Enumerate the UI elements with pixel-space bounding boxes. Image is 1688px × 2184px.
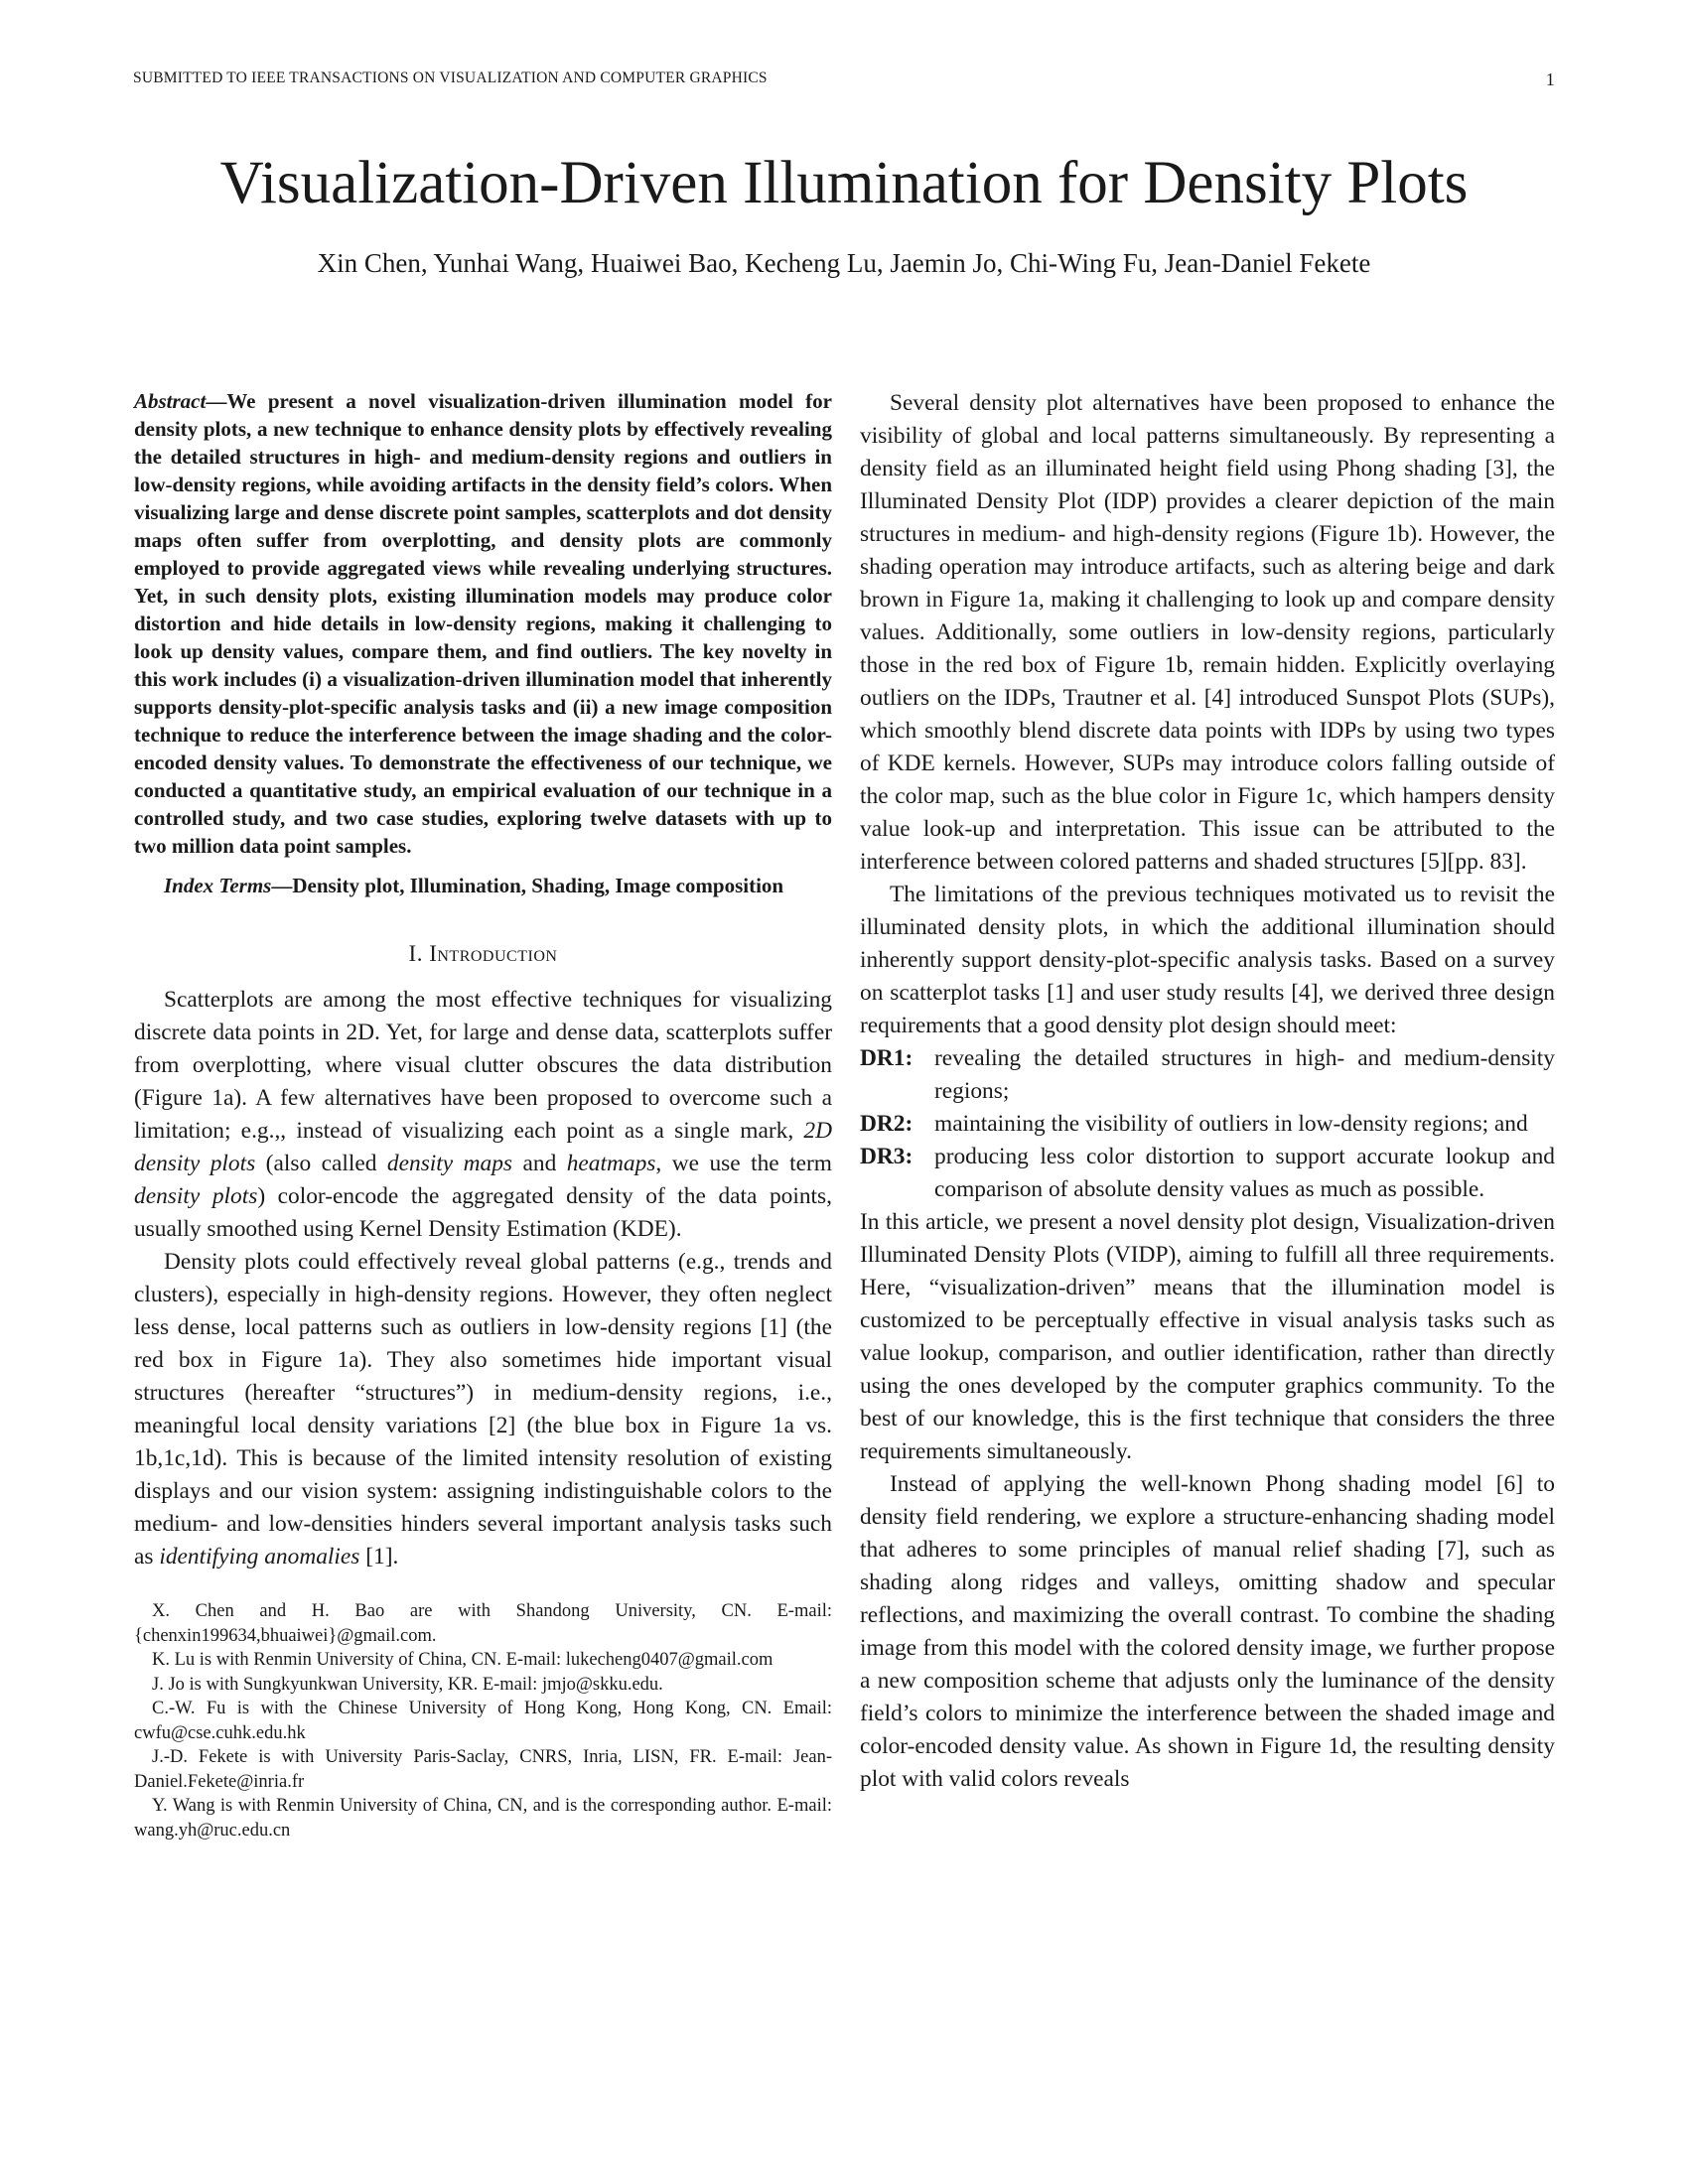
index-terms-text: —Density plot, Illumination, Shading, Image composition xyxy=(271,874,784,897)
author-footnotes xyxy=(134,1599,832,1843)
requirement-text: revealing the detailed structures in high- and medium-density regions; xyxy=(934,1045,1555,1104)
footnote: K. Lu is with Renmin University of China, CN. E-mail: lukecheng0407@gmail.com xyxy=(152,1650,774,1670)
footnote: J. Jo is with Sungkyunkwan University, KR. E-mail: jmjo@skku.edu. xyxy=(152,1674,663,1695)
page-number: 1 xyxy=(1545,69,1555,89)
emphasis: density plots xyxy=(134,1183,258,1209)
requirement-dr2 xyxy=(860,1108,1555,1141)
text-run: Density plots could effectively reveal global patterns (e.g., trends and clusters), especially in high-density regions. However, they often neglect less dense, local patterns such as outliers in low-density regions [1] (the red box in Figure 1a). They also sometimes hide important visual structures (hereafter “structures”) in medium-density regions, i.e., meaningful local density variations [2] (the blue box in Figure 1a vs. 1b,1c,1d). This is because of the limited intensity resolution of existing displays and our vision system: assigning indistinguishable colors to the medium- and low-densities hinders several important analysis tasks such as xyxy=(134,1249,832,1570)
text-run: and xyxy=(512,1151,567,1176)
footnote: Y. Wang is with Renmin University of China, CN, and is the corresponding author. E-mail: wang.yh@ruc.edu.cn xyxy=(134,1796,832,1841)
requirement-label: DR2: xyxy=(860,1111,914,1137)
abstract-lead: Abstract xyxy=(134,389,207,413)
abstract xyxy=(134,387,832,860)
text-run: [1]. xyxy=(359,1544,399,1570)
intro-paragraph-1 xyxy=(134,984,832,1246)
emphasis: heatmaps xyxy=(566,1151,656,1176)
section-heading-introduction xyxy=(134,937,832,970)
emphasis: identifying anomalies xyxy=(159,1544,360,1570)
requirement-label: DR3: xyxy=(860,1144,914,1169)
requirement-dr3 xyxy=(860,1141,1555,1206)
left-column xyxy=(134,387,832,1843)
body-paragraph-1: Several density plot alternatives have been proposed to enhance the visibility of global and local patterns simultaneously. By representing a density field as an illuminated height field using Phong shading [3], the Illuminated Density Plot (IDP) provides a clearer depiction of the main structures in medium- and high-density regions (Figure 1b). However, the shading operation may introduce artifacts, such as altering beige and dark brown in Figure 1a, making it challenging to look up and compare density values. Additionally, some outliers in low-density regions, particularly those in the red box of Figure 1b, remain hidden. Explicitly overlaying outliers on the IDPs, Trautner et al. [4] introduced Sunspot Plots (SUPs), which smoothly blend discrete data points with IDPs by using two types of KDE kernels. However, SUPs may introduce colors falling outside of the color map, such as the blue color in Figure 1c, which hampers density value look-up and interpretation. This issue can be attributed to the interference between colored patterns and shaded structures [5][pp. 83]. xyxy=(860,390,1555,875)
body-paragraph-3: In this article, we present a novel density plot design, Visualization-driven Illuminated Density Plots (VIDP), aiming to fulfill all three requirements. Here, “visualization-driven” means that the illumination model is customized to be perceptually effective in visual analysis tasks such as value lookup, comparison, and outlier identification, rather than directly using the ones developed by the computer graphics community. To the best of our knowledge, this is the first technique that considers the three requirements simultaneously. xyxy=(860,1209,1555,1464)
footnote: J.-D. Fekete is with University Paris-Saclay, CNRS, Inria, LISN, FR. E-mail: Jean-Daniel.Fekete@inria.fr xyxy=(134,1747,832,1792)
text-run: Scatterplots are among the most effective techniques for visualizing discrete data points in 2D. Yet, for large and dense data, scatterplots suffer from overplotting, where visual clutter obscures the data distribution (Figure 1a). A few alternatives have been proposed to overcome such a limitation; e.g.,, instead of visualizing each point as a single mark, xyxy=(134,987,832,1144)
index-terms-lead: Index Terms xyxy=(164,874,272,897)
right-column xyxy=(860,387,1555,1796)
footnote: C.-W. Fu is with the Chinese University of Hong Kong, Hong Kong, CN. Email: cwfu@cse.cuhk.edu.hk xyxy=(134,1699,832,1743)
requirement-text: producing less color distortion to support accurate lookup and comparison of absolute density values as much as possible. xyxy=(934,1144,1555,1202)
text-run: ) color-encode the aggregated density of the data points, usually smoothed using Kernel Density Estimation (KDE). xyxy=(134,1183,832,1242)
running-header xyxy=(133,69,1555,93)
body-paragraph-2: The limitations of the previous techniques motivated us to revisit the illuminated density plots, in which the additional illumination should inherently support density-plot-specific analysis tasks. Based on a survey on scatterplot tasks [1] and user study results [4], we derived three design requirements that a good density plot design should meet: xyxy=(860,882,1555,1038)
section-numeral: I. xyxy=(408,941,430,966)
paper-title: Visualization-Driven Illumination for Density Plots xyxy=(219,150,1469,216)
index-terms xyxy=(134,872,832,899)
section-title: Introduction xyxy=(429,941,558,966)
requirement-dr1 xyxy=(860,1042,1555,1108)
intro-paragraph-2 xyxy=(134,1246,832,1573)
requirement-text: maintaining the visibility of outliers in low-density regions; and xyxy=(934,1111,1528,1137)
text-run: , we use the term xyxy=(655,1151,832,1176)
requirement-label: DR1: xyxy=(860,1045,914,1071)
footnote: X. Chen and H. Bao are with Shandong University, CN. E-mail: {chenxin199634,bhuaiwei}@gmail.com. xyxy=(134,1601,832,1646)
body-paragraph-4: Instead of applying the well-known Phong shading model [6] to density field rendering, we explore a structure-enhancing shading model that adheres to some principles of manual relief shading [7], such as shading along ridges and valleys, omitting shadow and specular reflections, and maximizing the overall contrast. To combine the shading image from this model with the colored density image, we further propose a new composition scheme that adjusts only the luminance of the density field’s colors to minimize the interference between the shaded image and color-encoded density value. As shown in Figure 1d, the resulting density plot with valid colors reveals xyxy=(860,1471,1555,1792)
text-run: (also called xyxy=(255,1151,387,1176)
author-list: Xin Chen, Yunhai Wang, Huaiwei Bao, Kecheng Lu, Jaemin Jo, Chi-Wing Fu, Jean-Daniel Fekete xyxy=(317,248,1371,278)
journal-name: SUBMITTED TO IEEE TRANSACTIONS ON VISUALIZATION AND COMPUTER GRAPHICS xyxy=(133,69,768,86)
emphasis: density maps xyxy=(386,1151,513,1176)
abstract-text: —We present a novel visualization-driven illumination model for density plots, a new technique to enhance density plots by effectively revealing the detailed structures in high- and medium-density regions and outliers in low-density regions, while avoiding artifacts in the density field’s colors. When visualizing large and dense discrete point samples, scatterplots and dot density maps often suffer from overplotting, and density plots are commonly employed to provide aggregated views while revealing underlying structures. Yet, in such density plots, existing illumination models may produce color distortion and hide details in low-density regions, making it challenging to look up density values, compare them, and find outliers. The key novelty in this work includes (i) a visualization-driven illumination model that inherently supports density-plot-specific analysis tasks and (ii) a new image composition technique to reduce the interference between the image shading and the color-encoded density values. To demonstrate the effectiveness of our technique, we conducted a quantitative study, an empirical evaluation of our technique in a controlled study, and two case studies, exploring twelve datasets with up to two million data point samples. xyxy=(134,389,832,858)
emphasis: 2D density plots xyxy=(134,1118,832,1176)
